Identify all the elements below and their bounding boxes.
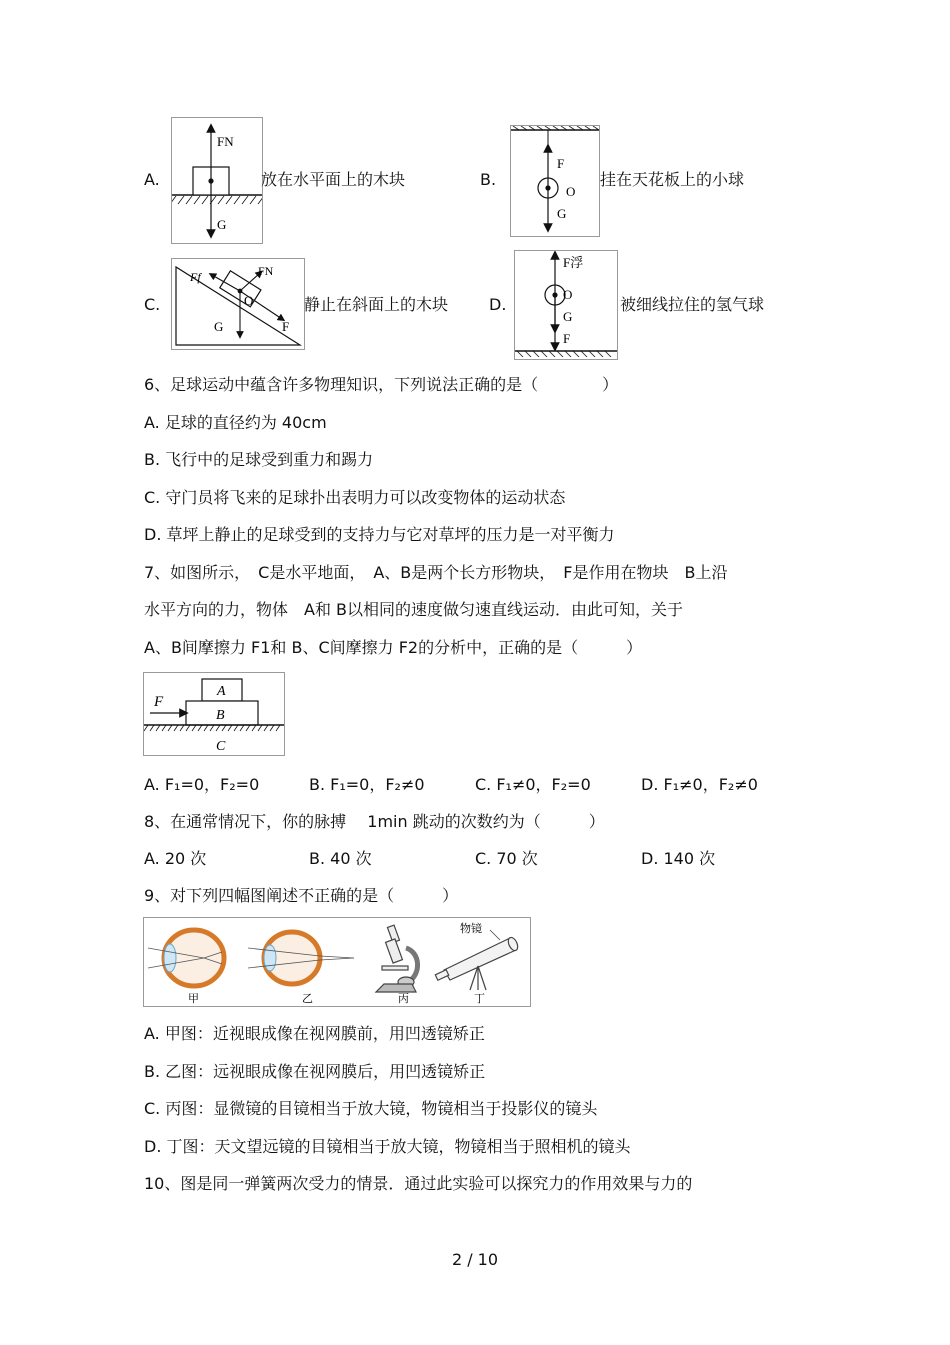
q7-line-1: 7、如图所示， C是水平地面， A、B是两个长方形物块， F是作用在物块 B上沿 — [144, 563, 728, 582]
q8-option-c: C. 70 次 — [475, 849, 538, 868]
label-f: F — [282, 319, 290, 334]
q7-line-3: A、B间摩擦力 F1和 B、C间摩擦力 F2的分析中，正确的是（ ） — [144, 638, 643, 657]
figure-ball-on-ceiling — [510, 125, 600, 237]
label-a: A — [217, 684, 226, 699]
label-g: G — [214, 319, 224, 334]
q5-option-a-text: 放在水平面上的木块 — [261, 170, 406, 189]
q6-stem: 6、足球运动中蕴含许多物理知识，下列说法正确的是（ ） — [144, 375, 619, 394]
telescope-image — [435, 930, 519, 990]
q5-option-d-text: 被细线拉住的氢气球 — [620, 295, 765, 314]
q9-option-c: C. 丙图：显微镜的目镜相当于放大镜，物镜相当于投影仪的镜头 — [144, 1099, 598, 1118]
label-g: G — [217, 217, 227, 232]
q5-option-d-letter: D. — [489, 295, 507, 314]
label-ding: 丁 — [474, 993, 485, 1005]
label-objective-lens: 物镜 — [460, 923, 482, 935]
label-o: O — [566, 184, 576, 199]
label-b: B — [216, 708, 225, 723]
label-bing: 丙 — [398, 993, 409, 1005]
q7-option-b: B. F₁=0，F₂≠0 — [309, 775, 425, 794]
eye-hyperopia-image — [248, 932, 354, 984]
q5-option-a-letter: A. — [144, 170, 160, 189]
label-f: F — [154, 694, 164, 710]
q7-option-c: C. F₁≠0，F₂=0 — [475, 775, 591, 794]
q6-option-c: C. 守门员将飞来的足球扑出表明力可以改变物体的运动状态 — [144, 488, 566, 507]
q7-option-a: A. F₁=0，F₂=0 — [144, 775, 260, 794]
q9-stem: 9、对下列四幅图阐述不正确的是（ ） — [144, 886, 459, 905]
q8-option-b: B. 40 次 — [309, 849, 372, 868]
label-yi: 乙 — [302, 993, 313, 1005]
q5-option-b-letter: B. — [480, 170, 497, 189]
label-g: G — [563, 309, 573, 324]
figure-block-on-slope — [171, 258, 305, 350]
label-o: O — [563, 287, 573, 302]
label-f-buoyancy: F浮 — [563, 255, 584, 270]
label-ff: Ff — [190, 270, 201, 284]
q5-option-c-text: 静止在斜面上的木块 — [304, 295, 449, 314]
eye-myopia-image — [148, 930, 224, 986]
label-f: F — [563, 331, 571, 346]
q5-option-c-letter: C. — [144, 295, 161, 314]
label-fn: FN — [258, 264, 274, 278]
q8-stem: 8、在通常情况下，你的脉搏 1min 跳动的次数约为（ ） — [144, 812, 605, 831]
q9-option-a: A. 甲图：近视眼成像在视网膜前，用凹透镜矫正 — [144, 1024, 485, 1043]
q7-line-2: 水平方向的力，物体 A和 B以相同的速度做匀速直线运动．由此可知，关于 — [144, 600, 684, 619]
label-fn: FN — [217, 134, 234, 149]
label-jia: 甲 — [188, 993, 199, 1005]
figure-optics-four-panels — [143, 917, 531, 1007]
q9-option-b: B. 乙图：远视眼成像在视网膜后，用凹透镜矫正 — [144, 1062, 486, 1081]
q6-option-a: A. 足球的直径约为 40cm — [144, 413, 327, 432]
label-f: F — [557, 156, 565, 171]
microscope-image — [376, 925, 418, 992]
label-g: G — [557, 206, 567, 221]
q9-option-d: D. 丁图：天文望远镜的目镜相当于放大镜，物镜相当于照相机的镜头 — [144, 1137, 631, 1156]
q5-option-b-text: 挂在天花板上的小球 — [600, 170, 745, 189]
figure-stacked-blocks — [143, 672, 285, 756]
label-o: O — [244, 293, 254, 308]
page-number: 2 / 10 — [451, 1250, 499, 1269]
figure-block-on-floor — [171, 117, 263, 244]
label-c: C — [216, 739, 226, 754]
q6-option-d: D. 草坪上静止的足球受到的支持力与它对草坪的压力是一对平衡力 — [144, 525, 615, 544]
q7-option-d: D. F₁≠0，F₂≠0 — [641, 775, 758, 794]
q10-stem: 10、图是同一弹簧两次受力的情景．通过此实验可以探究力的作用效果与力的 — [144, 1174, 693, 1193]
q6-option-b: B. 飞行中的足球受到重力和踢力 — [144, 450, 374, 469]
figure-hydrogen-balloon — [514, 250, 618, 360]
q8-option-a: A. 20 次 — [144, 849, 207, 868]
q8-option-d: D. 140 次 — [641, 849, 716, 868]
